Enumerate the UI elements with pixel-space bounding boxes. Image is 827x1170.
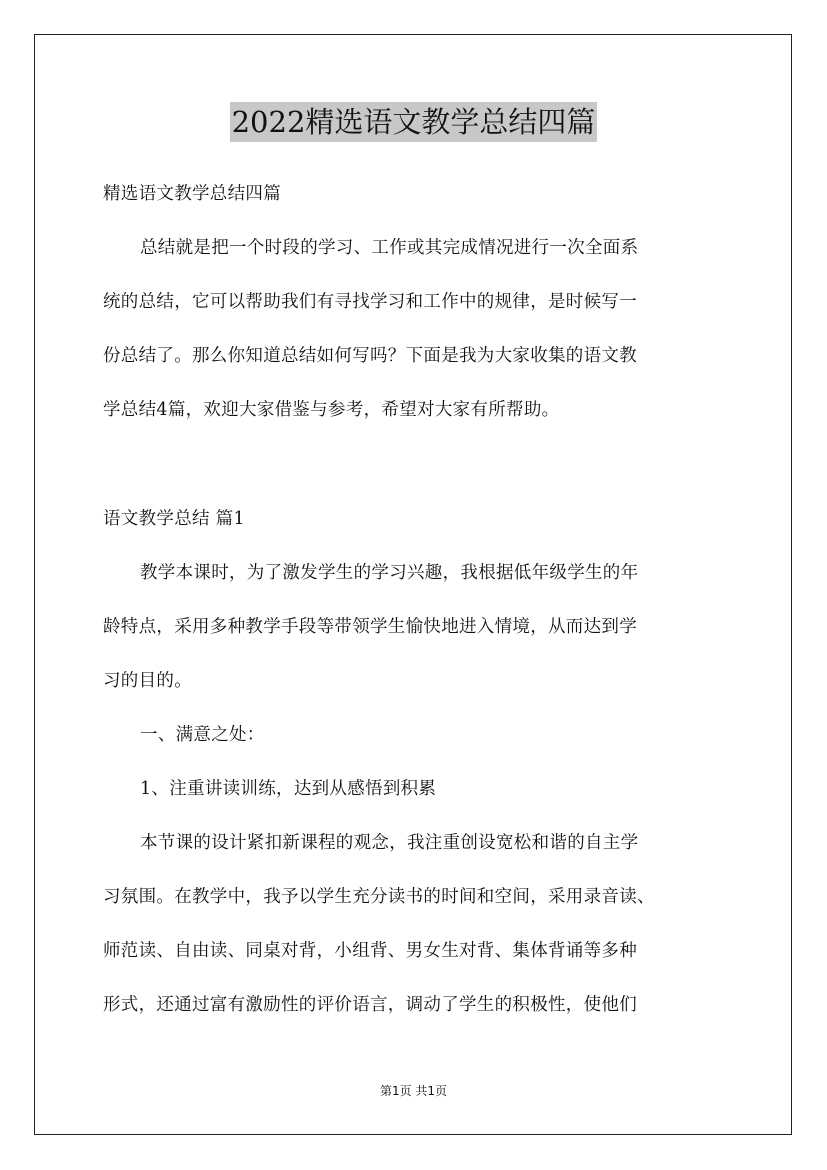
intro-line-1: 总结就是把一个时段的学习、工作或其完成情况进行一次全面系 [140, 238, 639, 258]
section-line-3: 习的目的。 [103, 671, 192, 691]
body-line-3: 师范读、自由读、同桌对背，小组背、男女生对背、集体背诵等多种 [103, 941, 637, 961]
title-container [0, 102, 827, 142]
intro-line-2: 统的总结，它可以帮助我们有寻找学习和工作中的规律，是时候写一 [103, 292, 637, 312]
document-title: 2022精选语文教学总结四篇 [230, 102, 598, 142]
section-heading: 语文教学总结 篇1 [103, 509, 245, 529]
section-line-2: 龄特点，采用多种教学手段等带领学生愉快地进入情境，从而达到学 [103, 617, 637, 637]
body-line-2: 习氛围。在教学中，我予以学生充分读书的时间和空间，采用录音读、 [103, 887, 655, 907]
section-line-1: 教学本课时，为了激发学生的学习兴趣，我根据低年级学生的年 [140, 563, 639, 583]
page-footer: 第1页 共1页 [379, 1084, 448, 1098]
point-heading-1: 1、注重讲读训练，达到从感悟到积累 [140, 779, 437, 799]
document-subtitle: 精选语文教学总结四篇 [103, 184, 281, 204]
body-line-1: 本节课的设计紧扣新课程的观念，我注重创设宽松和谐的自主学 [140, 833, 639, 853]
intro-line-4: 学总结4篇，欢迎大家借鉴与参考，希望对大家有所帮助。 [103, 400, 560, 420]
subheading-satisfaction: 一、满意之处： [140, 725, 265, 745]
body-line-4: 形式，还通过富有激励性的评价语言，调动了学生的积极性，使他们 [103, 995, 637, 1015]
intro-line-3: 份总结了。那么你知道总结如何写吗？下面是我为大家收集的语文教 [103, 346, 637, 366]
